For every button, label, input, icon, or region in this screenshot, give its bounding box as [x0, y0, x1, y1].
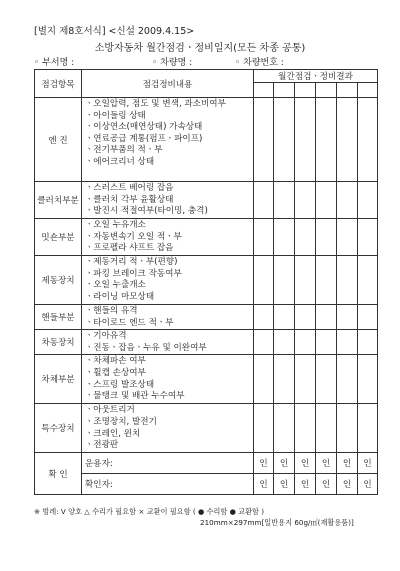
- result-cell[interactable]: [358, 404, 378, 453]
- result-cell[interactable]: [337, 305, 358, 330]
- result-cell[interactable]: [337, 182, 358, 219]
- check-item: ㆍ휠캡 손상여부: [85, 367, 146, 378]
- check-item: ㆍ조명장치, 발전기: [85, 416, 157, 427]
- result-cell[interactable]: [254, 182, 274, 219]
- category-engine: 엔 진: [35, 98, 82, 182]
- result-cell[interactable]: [254, 256, 274, 305]
- result-cell[interactable]: [358, 182, 378, 219]
- content-differential: [82, 330, 254, 355]
- check-item: ㆍ프로펠라 샤프트 잡음: [85, 243, 174, 254]
- category-body: 차체부분: [35, 355, 82, 404]
- seal-cell[interactable]: 인: [295, 453, 316, 474]
- seal-cell[interactable]: 인: [337, 453, 358, 474]
- result-cell[interactable]: [316, 219, 337, 256]
- form-number: [별지 제8호서식] <신설 2009.4.15>: [34, 26, 195, 37]
- result-cell[interactable]: [316, 355, 337, 404]
- table-row: [35, 182, 378, 219]
- result-cell[interactable]: [254, 98, 274, 182]
- check-item: ㆍ진동ㆍ잡음ㆍ누유 및 이완여부: [85, 342, 207, 353]
- seal-cell[interactable]: 인: [316, 453, 337, 474]
- result-cell[interactable]: [337, 256, 358, 305]
- check-item: ㆍ아이들링 상태: [85, 110, 146, 121]
- content-transmission: [82, 219, 254, 256]
- content-steering: [82, 305, 254, 330]
- seal-cell[interactable]: 인: [316, 474, 337, 495]
- table-row: [35, 474, 378, 495]
- table-row: [35, 355, 378, 404]
- header-content: 점검정비내용: [82, 70, 254, 98]
- result-cell[interactable]: [337, 404, 358, 453]
- seal-cell[interactable]: 인: [337, 474, 358, 495]
- table-row: [35, 98, 378, 182]
- seal-cell[interactable]: 인: [358, 474, 378, 495]
- check-item: ㆍ핸들의 유격: [85, 306, 138, 316]
- check-item: ㆍ자동변속기 오일 적ㆍ부: [85, 231, 182, 242]
- result-cell[interactable]: [337, 355, 358, 404]
- seal-cell[interactable]: 인: [274, 474, 295, 495]
- result-cell[interactable]: [316, 256, 337, 305]
- check-item: ㆍ스러스트 베어링 잡음: [85, 183, 174, 193]
- result-cell[interactable]: [316, 404, 337, 453]
- table-row: [35, 330, 378, 355]
- seal-cell[interactable]: 인: [274, 453, 295, 474]
- check-item: ㆍ기아유격: [85, 331, 127, 342]
- check-item: ㆍ발진시 적절여부(타이밍, 충격): [85, 206, 208, 217]
- header-result: 월간점검ㆍ정비결과: [254, 70, 378, 83]
- result-cell[interactable]: [274, 404, 295, 453]
- result-cell[interactable]: [358, 330, 378, 355]
- seal-cell[interactable]: 인: [358, 453, 378, 474]
- result-cell[interactable]: [295, 98, 316, 182]
- category-steering: 핸들부분: [35, 305, 82, 330]
- result-cell[interactable]: [316, 182, 337, 219]
- result-cell[interactable]: [274, 256, 295, 305]
- check-item: ㆍ물탱크 및 배관 누수여부: [85, 391, 185, 402]
- result-cell[interactable]: [337, 83, 358, 98]
- result-cell[interactable]: [358, 219, 378, 256]
- result-cell[interactable]: [274, 305, 295, 330]
- check-item: ㆍ이상연소(매연상태) 가속상태: [85, 122, 203, 133]
- result-cell[interactable]: [295, 219, 316, 256]
- table-row: [35, 256, 378, 305]
- operator-label: 운용자:: [82, 453, 254, 474]
- check-item: ㆍ크레인, 윈치: [85, 428, 141, 439]
- dept-label: ◦ 부서명 :: [34, 58, 75, 68]
- result-cell[interactable]: [295, 330, 316, 355]
- content-body: [82, 355, 254, 404]
- check-item: ㆍ타이로드 엔드 적ㆍ부: [85, 317, 174, 328]
- result-cell[interactable]: [337, 98, 358, 182]
- check-item: ㆍ연료공급 계통(펌프ㆍ파이프): [85, 133, 203, 144]
- result-cell[interactable]: [254, 305, 274, 330]
- inspection-table: [34, 69, 378, 495]
- result-cell[interactable]: [274, 355, 295, 404]
- result-cell[interactable]: [254, 83, 274, 98]
- seal-cell[interactable]: 인: [254, 474, 274, 495]
- confirm-label: 확 인: [35, 453, 82, 495]
- result-cell[interactable]: [295, 305, 316, 330]
- category-clutch: 클러치부분: [35, 182, 82, 219]
- result-cell[interactable]: [316, 98, 337, 182]
- category-special: 특수장치: [35, 404, 82, 453]
- result-cell[interactable]: [316, 305, 337, 330]
- table-row: [35, 305, 378, 330]
- check-item: ㆍ라이닝 마모상태: [85, 291, 155, 302]
- category-transmission: 밋숀부분: [35, 219, 82, 256]
- content-special: [82, 404, 254, 453]
- header-item: 점검항목: [35, 70, 82, 98]
- content-engine: [82, 98, 254, 182]
- check-item: ㆍ파킹 브레이크 작동여부: [85, 268, 182, 279]
- check-item: ㆍ전기부품의 적ㆍ부: [85, 145, 163, 156]
- check-item: ㆍ오일 누출개소: [85, 280, 146, 291]
- result-cell[interactable]: [274, 330, 295, 355]
- check-item: ㆍ오일 누유개소: [85, 220, 146, 230]
- seal-cell[interactable]: 인: [295, 474, 316, 495]
- result-cell[interactable]: [358, 256, 378, 305]
- result-cell[interactable]: [274, 83, 295, 98]
- result-cell[interactable]: [274, 98, 295, 182]
- result-cell[interactable]: [358, 83, 378, 98]
- result-cell[interactable]: [254, 330, 274, 355]
- vehicle-number-label: ◦ 차량번호 :: [235, 58, 284, 68]
- check-item: ㆍ전광판: [85, 440, 119, 451]
- result-cell[interactable]: [295, 355, 316, 404]
- table-row: [35, 453, 378, 474]
- result-cell[interactable]: [337, 219, 358, 256]
- check-item: ㆍ제동거리 적ㆍ부(편향): [85, 257, 178, 267]
- content-clutch: [82, 182, 254, 219]
- category-differential: 차동장치: [35, 330, 82, 355]
- content-brake: [82, 256, 254, 305]
- check-item: ㆍ아웃트리거: [85, 405, 135, 416]
- seal-cell[interactable]: 인: [254, 453, 274, 474]
- result-cell[interactable]: [254, 355, 274, 404]
- check-item: ㆍ차체파손 여부: [85, 356, 146, 367]
- result-cell[interactable]: [254, 219, 274, 256]
- paper-spec: 210mm×297mm[일반용지 60g/㎡(재활용품)]: [200, 518, 354, 527]
- result-cell[interactable]: [337, 330, 358, 355]
- vehicle-name-label: ◦ 차량명 :: [152, 58, 193, 68]
- result-cell[interactable]: [295, 83, 316, 98]
- check-item: ㆍ클러치 각부 윤활상태: [85, 194, 174, 205]
- checker-label: 확인자:: [82, 474, 254, 495]
- check-item: ㆍ스프링 발조상태: [85, 379, 155, 390]
- result-cell[interactable]: [358, 305, 378, 330]
- result-cell[interactable]: [358, 98, 378, 182]
- check-item: ㆍ오일압력, 점도 및 변색, 과소비여부: [85, 99, 226, 109]
- legend-note: ※ 범례: V 양호 △ 수리가 필요함 × 교환이 필요함 ( ● 수리함 ● 교환함 ): [34, 507, 265, 516]
- result-cell[interactable]: [316, 330, 337, 355]
- result-cell[interactable]: [274, 182, 295, 219]
- table-row: [35, 219, 378, 256]
- result-cell[interactable]: [295, 404, 316, 453]
- category-brake: 제동장치: [35, 256, 82, 305]
- form-title: 소방자동차 월간점검ㆍ정비일지(모든 차종 공통): [94, 43, 306, 54]
- result-cell[interactable]: [274, 219, 295, 256]
- check-item: ㆍ에어크리너 상태: [85, 156, 155, 167]
- result-cell[interactable]: [254, 404, 274, 453]
- result-cell[interactable]: [358, 355, 378, 404]
- result-cell[interactable]: [295, 182, 316, 219]
- result-cell[interactable]: [316, 83, 337, 98]
- table-row: [35, 404, 378, 453]
- result-cell[interactable]: [295, 256, 316, 305]
